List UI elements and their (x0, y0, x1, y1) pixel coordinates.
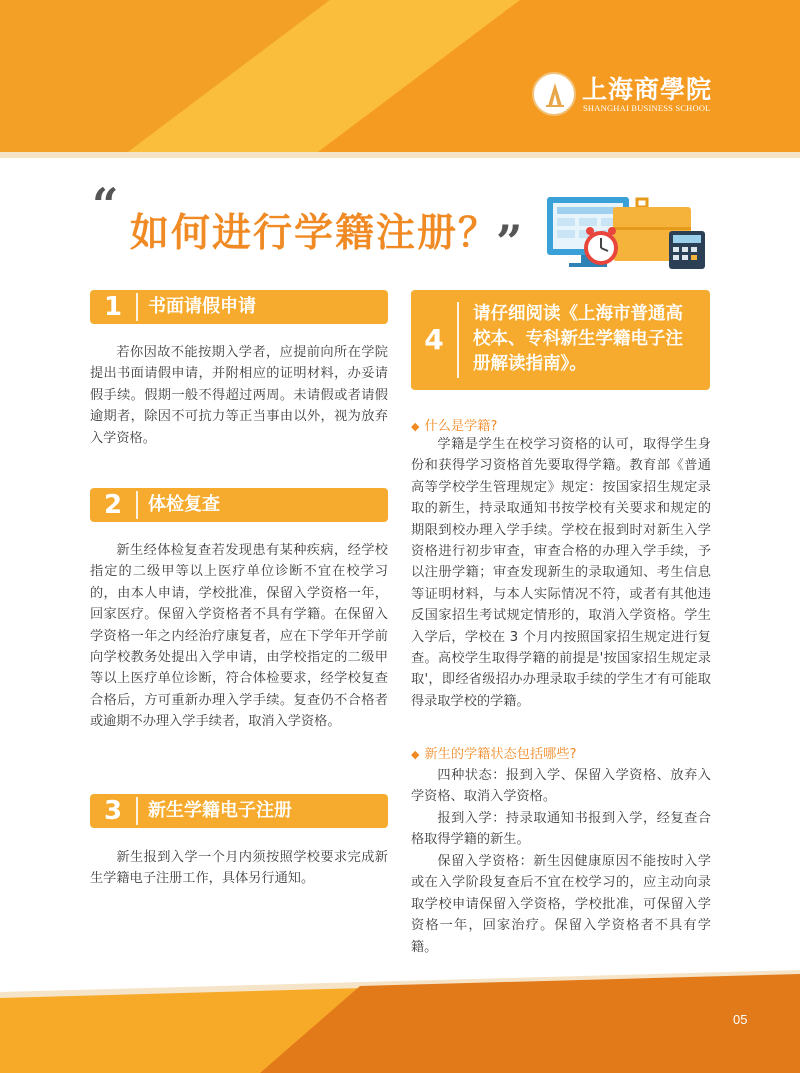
section-1-paragraph: 若你因故不能按期入学者，应提前向所在学院提出书面请假申请，并附相应的证明材料，办妥请假手续。假期一般不得超过两周。未请假或者请假逾期者，除因不可抗力等正当事由以外，视为放弃入学资格。 (90, 345, 388, 446)
section-number: 4 (424, 323, 444, 356)
section-title: 体检复查 (148, 494, 220, 515)
faq-2-answer-1: 四种状态：报到入学、保留入学资格、放弃入学资格、取消入学资格。 (411, 768, 711, 805)
header-banner (0, 0, 800, 158)
section-4-header (411, 290, 710, 390)
section-divider (457, 302, 459, 378)
faq-question-1 (411, 415, 497, 434)
section-2-header (90, 488, 388, 522)
school-name-cn: 上海商學院 (582, 75, 713, 104)
section-number: 3 (103, 796, 123, 826)
office-illustration-icon (545, 193, 710, 273)
faq-question-text: 什么是学籍? (424, 419, 498, 434)
diamond-bullet-icon: ◆ (411, 748, 420, 761)
section-number: 1 (103, 292, 123, 322)
faq-2-answer-2: 报到入学：持录取通知书报到入学，经复查合格取得学籍的新生。 (411, 811, 711, 848)
section-divider (136, 491, 138, 519)
faq-1-answer: 学籍是学生在校学习资格的认可，取得学生身份和获得学习资格首先要取得学籍。教育部《普通高等学校学生管理规定》规定：按国家招生规定录取的新生，持录取通知书按学校有关要求和规定的期限到校办理入学手续。学校在报到时对新生入学资格进行初步审查，审查合格的办理入学手续，予以注册学籍；审查发现新生的录取通知、考生信息等证明材料，与本人实际情况不符，或者有其他违反国家招生考试规定情形的，取消入学资格。学生入学后，学校在 3 个月内按照国家招生规定进行复查。高校学生取得学籍的前提是'按国家招生规定录取'，即经省级招办办理录取手续的学生才有可能取得录取学校的学籍。 (411, 437, 711, 709)
section-number: 2 (103, 490, 123, 520)
faq-2-answer-3: 保留入学资格：新生因健康原因不能按时入学或在入学阶段复查后不宜在校学习的，应主动向录取学校申请保留入学资格，学校批准，可保留入学资格一年，回家治疗。保留入学资格者不具有学籍。 (411, 854, 711, 955)
title-quote-close: ” (496, 215, 523, 269)
section-3-paragraph: 新生报到入学一个月内须按照学校要求完成新生学籍电子注册工作，具体另行通知。 (90, 850, 388, 887)
diamond-bullet-icon: ◆ (411, 420, 420, 433)
section-2-paragraph: 新生经体检复查若发现患有某种疾病，经学校指定的二级甲等以上医疗单位诊断不宜在校学习的，由本人申请，学校批准，保留入学资格一年，回家医疗。保留入学资格者不具有学籍。在保留入学资格一年之内经治疗康复者，应在下学年开学前向学校教务处提出入学申请，由学校指定的二级甲等以上医疗单位诊断，符合体检要求，经学校复查合格后，方可重新办理入学手续。复查仍不合格者或逾期不办理入学手续者，取消入学资格。 (90, 543, 388, 730)
faq-question-text: 新生的学籍状态包括哪些? (424, 747, 577, 762)
section-1-header (90, 290, 388, 324)
section-title: 新生学籍电子注册 (148, 800, 292, 821)
title-quote-open: “ (92, 178, 119, 232)
page-title: 如何进行学籍注册？ (130, 211, 500, 256)
school-emblem-icon (532, 72, 576, 116)
footer-banner (0, 960, 800, 1073)
section-3-header (90, 794, 388, 828)
section-title: 书面请假申请 (148, 296, 256, 317)
section-title: 请仔细阅读《上海市普通高校本、专科新生学籍电子注册解读指南》。 (473, 304, 683, 374)
school-logo (532, 70, 722, 120)
faq-question-2 (411, 743, 577, 762)
section-divider (136, 797, 138, 825)
school-name-en: SHANGHAI BUSINESS SCHOOL (583, 103, 711, 113)
section-divider (136, 293, 138, 321)
page-number: 05 (733, 1012, 748, 1027)
